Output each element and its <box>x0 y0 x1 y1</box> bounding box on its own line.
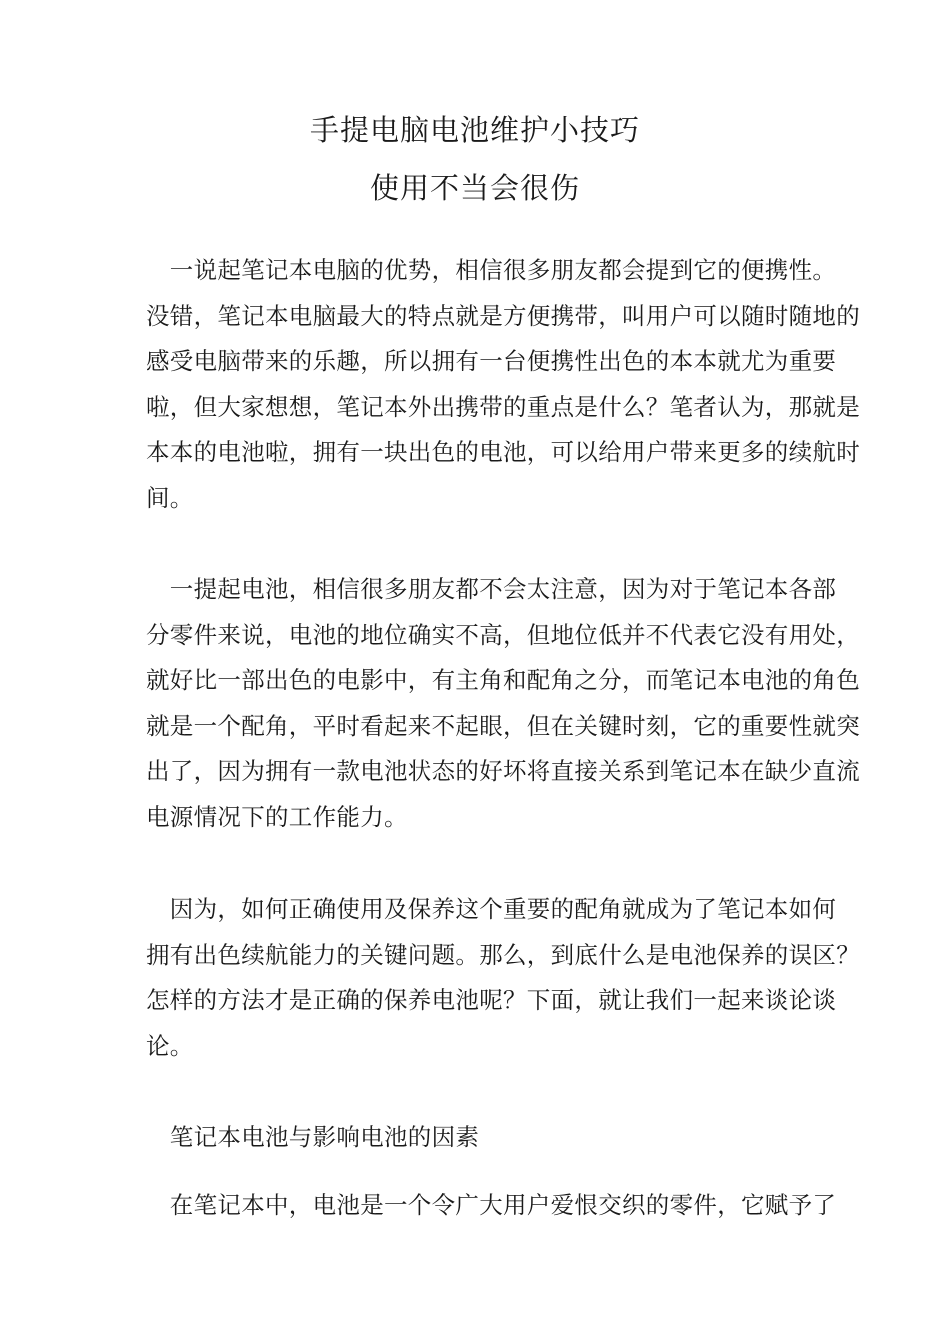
paragraph-line: 论。 <box>146 1031 194 1060</box>
paragraph-line: 感受电脑带来的乐趣，所以拥有一台便携性出色的本本就尤为重要 <box>146 347 837 376</box>
document-subtitle: 使用不当会很伤 <box>369 171 580 205</box>
paragraph-line: 一提起电池，相信很多朋友都不会太注意，因为对于笔记本各部 <box>146 575 837 603</box>
paragraph-line: 拥有出色续航能力的关键问题。那么，到底什么是电池保养的误区？ <box>146 940 860 969</box>
paragraph-line: 就是一个配角，平时看起来不起眼，但在关键时刻，它的重要性就突 <box>146 711 860 740</box>
paragraph-line: 在笔记本中，电池是一个令广大用户爱恨交织的零件，它赋予了 <box>146 1191 837 1219</box>
section-heading <box>146 1115 808 1161</box>
section-heading-text: 笔记本电池与影响电池的因素 <box>146 1123 480 1151</box>
paragraph-3 <box>146 887 860 1069</box>
paragraph-line: 电源情况下的工作能力。 <box>146 802 408 831</box>
paragraph-line: 怎样的方法才是正确的保养电池呢？下面，就让我们一起来谈论谈 <box>146 986 837 1015</box>
paragraph-1 <box>146 248 860 522</box>
paragraph-line: 就好比一部出色的电影中，有主角和配角之分，而笔记本电池的角色 <box>146 666 860 695</box>
paragraph-line: 没错，笔记本电脑最大的特点就是方便携带，叫用户可以随时随地的 <box>146 301 860 330</box>
paragraph-line: 本本的电池啦，拥有一块出色的电池，可以给用户带来更多的续航时 <box>146 438 860 467</box>
paragraph-line: 分零件来说，电池的地位确实不高，但地位低并不代表它没有用处， <box>146 620 860 649</box>
paragraph-line: 一说起笔记本电脑的优势，相信很多朋友都会提到它的便携性。 <box>146 256 837 284</box>
paragraph-line: 啦，但大家想想，笔记本外出携带的重点是什么？笔者认为，那就是 <box>146 392 860 421</box>
paragraph-line: 出了，因为拥有一款电池状态的好坏将直接关系到笔记本在缺少直流 <box>146 757 860 786</box>
paragraph-5 <box>146 1183 837 1229</box>
paragraph-line: 间。 <box>146 483 194 512</box>
paragraph-line: 因为，如何正确使用及保养这个重要的配角就成为了笔记本如何 <box>146 895 837 923</box>
paragraph-2 <box>146 567 860 841</box>
document-title: 手提电脑电池维护小技巧 <box>309 113 640 147</box>
